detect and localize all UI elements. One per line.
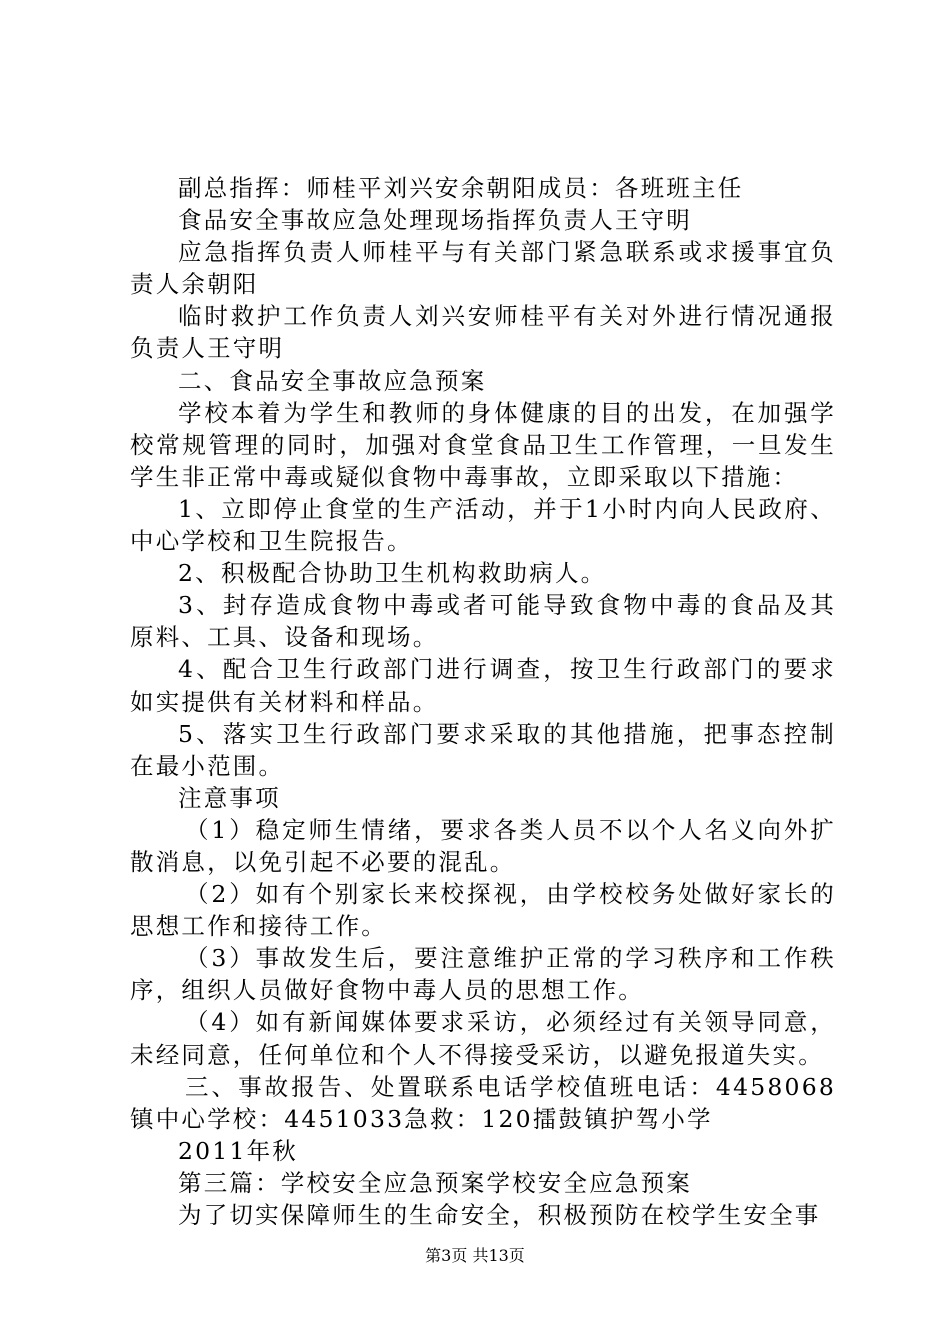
- paragraph-temporary-rescue: 临时救护工作负责人刘兴安师桂平有关对外进行情况通报负责人王守明: [130, 302, 836, 363]
- date-line: 2011年秋: [178, 1136, 299, 1165]
- list-item-measure-4: 4、配合卫生行政部门进行调查，按卫生行政部门的要求如实提供有关材料和样品。: [130, 655, 836, 716]
- section-heading-emergency-plan: 二、食品安全事故应急预案: [178, 366, 487, 395]
- section-heading-contacts: 三、事故报告、处置联系电话学校值班电话：4458068镇中心学校：4451033急救：120擂鼓镇护驾小学: [130, 1072, 836, 1133]
- section-heading-notes: 注意事项: [178, 783, 281, 812]
- document-body: [130, 172, 836, 1231]
- paragraph-school-intro: 学校本着为学生和教师的身体健康的目的出发，在加强学校常规管理的同时，加强对食堂食品卫生工作管理，一旦发生学生非正常中毒或疑似食物中毒事故，立即采取以下措施：: [130, 398, 836, 491]
- list-item-note-2: （2）如有个别家长来校探视，由学校校务处做好家长的思想工作和接待工作。: [130, 880, 836, 941]
- list-item-note-1: （1）稳定师生情绪，要求各类人员不以个人名义向外扩散消息，以免引起不必要的混乱。: [130, 815, 836, 876]
- chapter-heading-part-3: 第三篇：学校安全应急预案学校安全应急预案: [178, 1168, 692, 1197]
- page-number-footer: 第3页 共13页: [425, 1246, 525, 1265]
- paragraph-onsite-commander: 食品安全事故应急处理现场指挥负责人王守明: [178, 206, 692, 235]
- paragraph-emergency-liaison: 应急指挥负责人师桂平与有关部门紧急联系或求援事宜负责人余朝阳: [130, 238, 836, 299]
- list-item-measure-3: 3、封存造成食物中毒或者可能导致食物中毒的食品及其原料、工具、设备和现场。: [130, 591, 836, 652]
- list-item-measure-5: 5、落实卫生行政部门要求采取的其他措施，把事态控制在最小范围。: [130, 719, 836, 780]
- list-item-measure-1: 1、立即停止食堂的生产活动，并于1小时内向人民政府、中心学校和卫生院报告。: [130, 494, 836, 556]
- list-item-note-4: （4）如有新闻媒体要求采访，必须经过有关领导同意，未经同意，任何单位和个人不得接受采访，以避免报道失实。: [130, 1008, 836, 1069]
- paragraph-deputy-commanders: 副总指挥：师桂平刘兴安余朝阳成员：各班班主任: [178, 174, 744, 202]
- list-item-measure-2: 2、积极配合协助卫生机构救助病人。: [178, 559, 607, 588]
- list-item-note-3: （3）事故发生后，要注意维护正常的学习秩序和工作秩序，组织人员做好食物中毒人员的思想工作。: [130, 944, 836, 1005]
- paragraph-part-3-intro: 为了切实保障师生的生命安全，积极预防在校学生安全事: [178, 1201, 821, 1229]
